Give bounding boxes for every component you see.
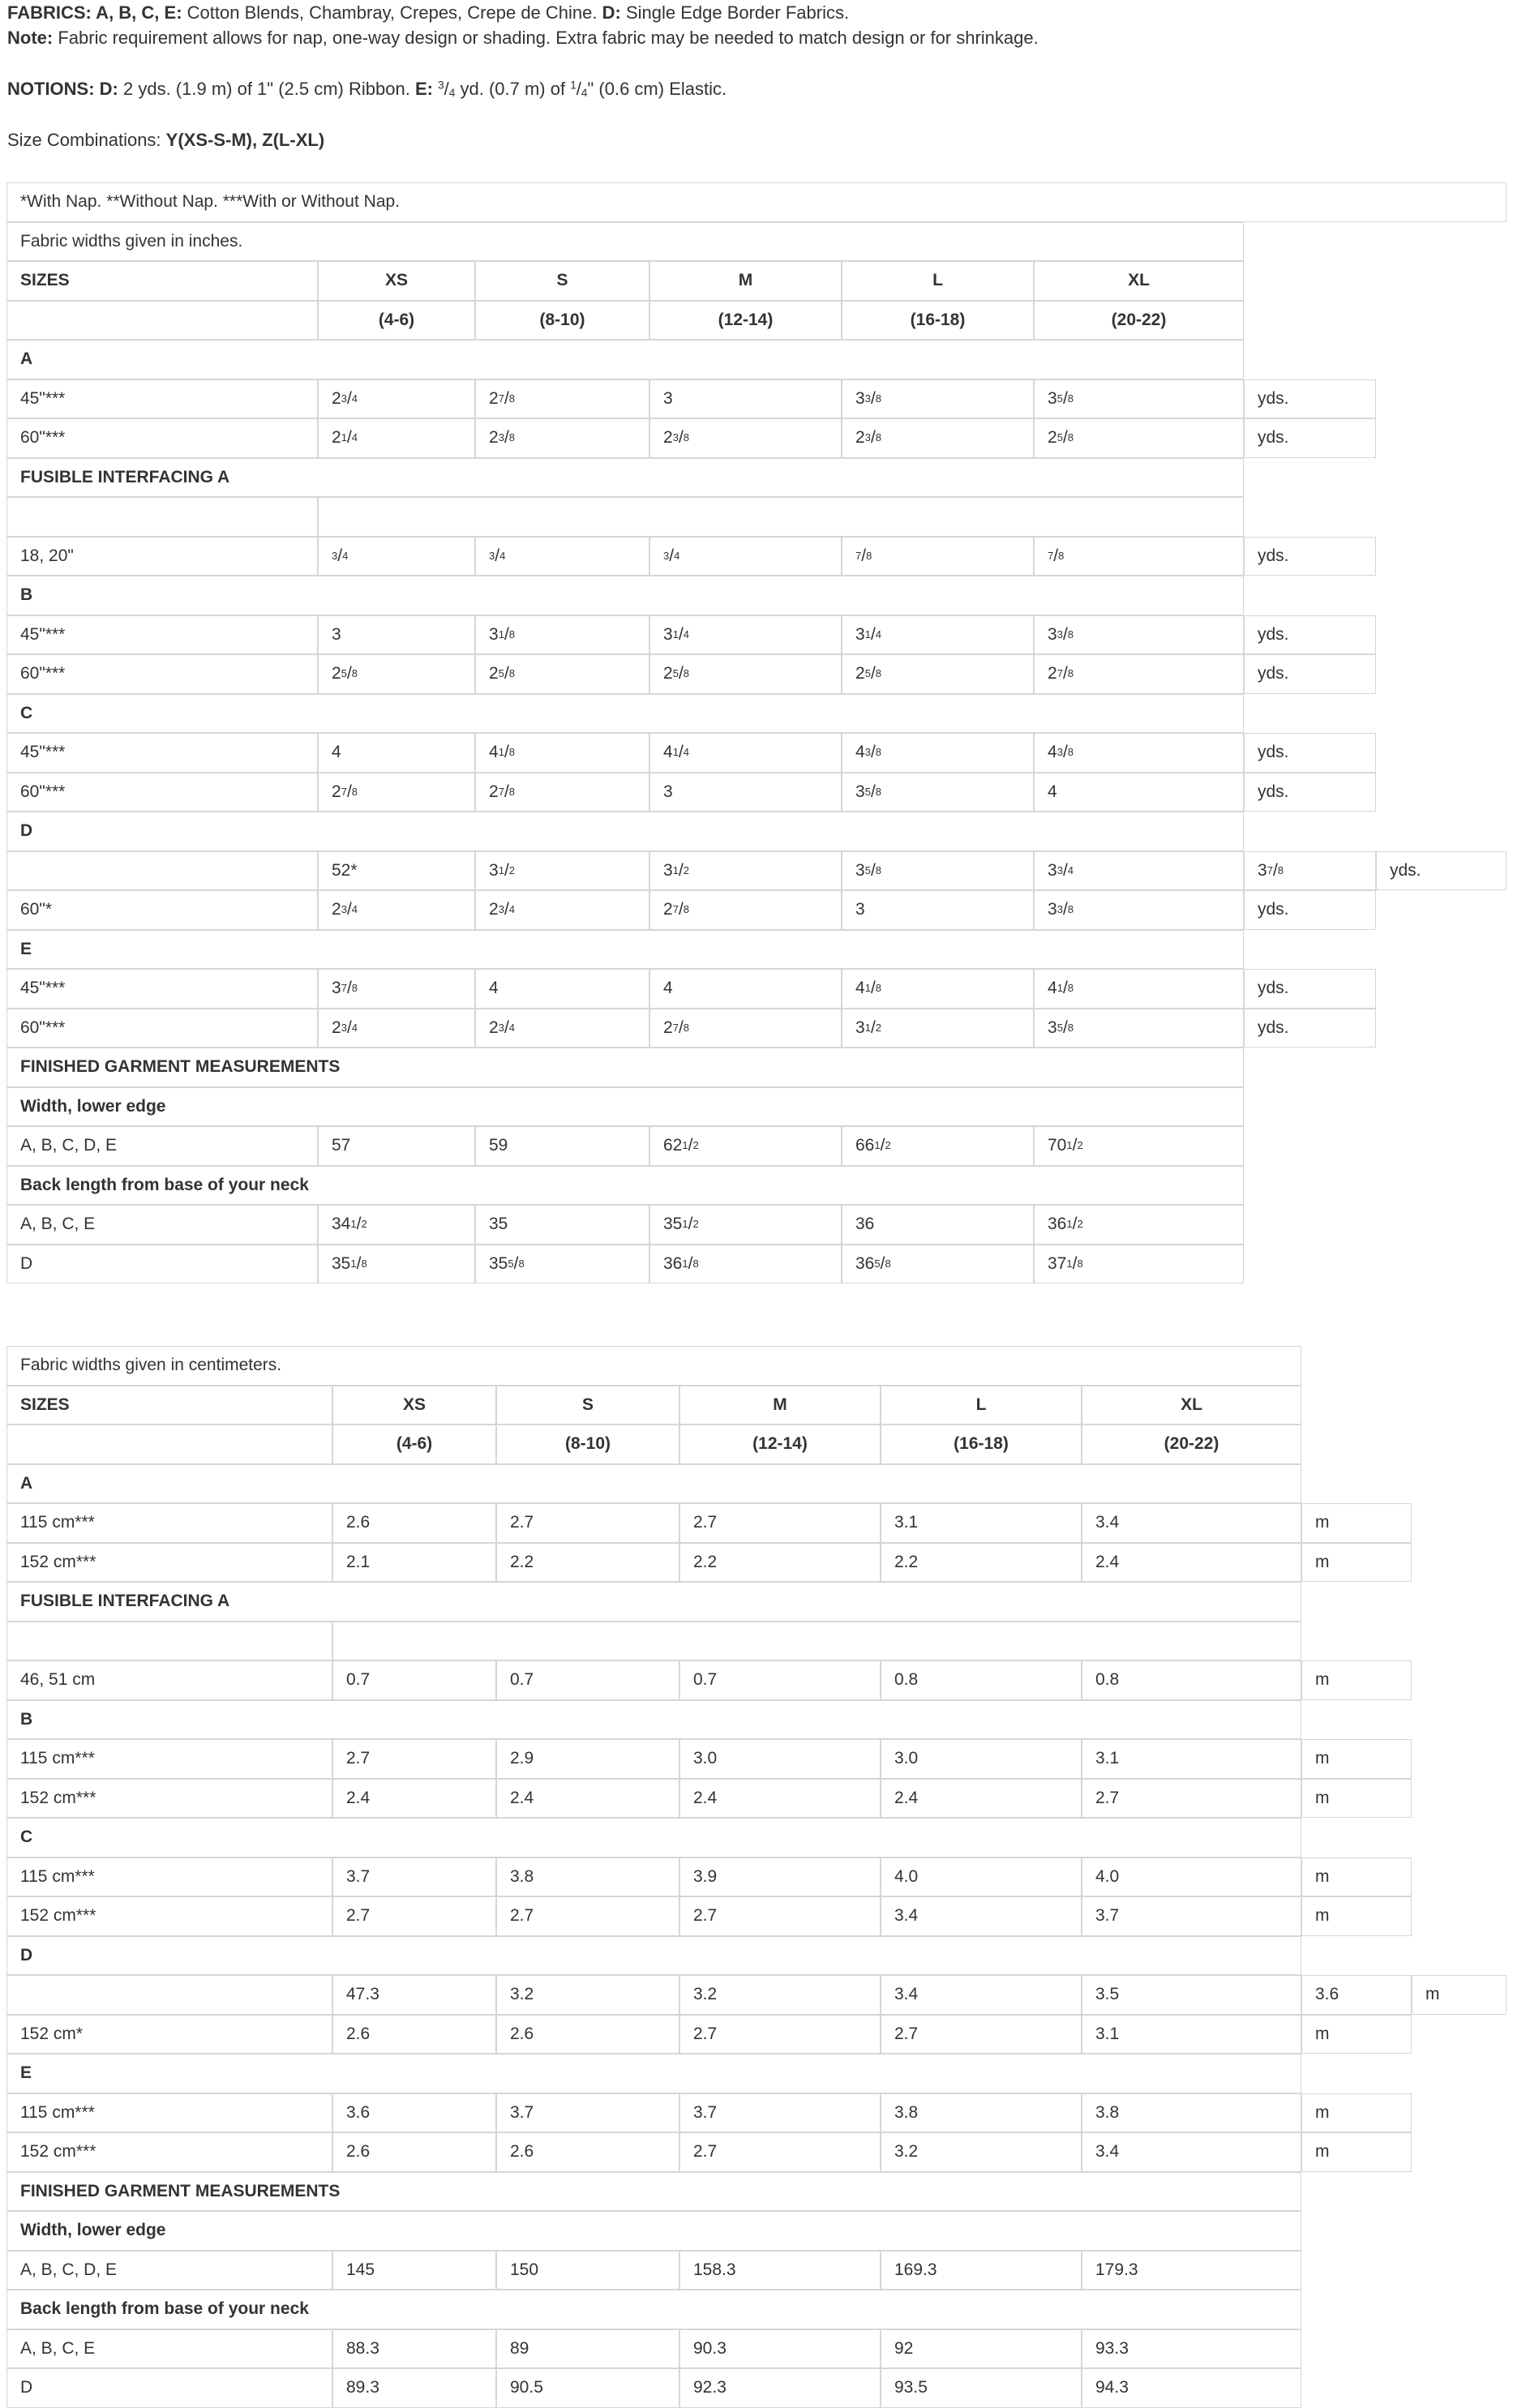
value-cell: 3 5 / 8 (842, 851, 1034, 891)
section-heading: Width, lower edge (6, 2211, 1301, 2251)
size-header: S (475, 261, 649, 301)
intro-notes (7, 0, 1507, 152)
value-cell: 2.2 (679, 1543, 881, 1583)
value-cell: 3.1 (1082, 1739, 1301, 1779)
value-cell: 89.3 (332, 2368, 496, 2408)
row-label: 60"*** (6, 418, 318, 458)
value-cell: 3.8 (1082, 2093, 1301, 2133)
value-cell: 3 5 / 8 (1034, 1009, 1244, 1048)
value-cell: 4 1 / 8 (475, 733, 649, 773)
value-cell: 3.5 (1082, 1975, 1301, 2015)
value-cell: 2.7 (1082, 1779, 1301, 1819)
value-cell: 2.7 (881, 2015, 1082, 2055)
value-cell: 62 1 / 2 (649, 1126, 842, 1166)
size-header: L (881, 1386, 1082, 1425)
unit-cell: yds. (1244, 418, 1376, 458)
row-label: 152 cm*** (6, 1896, 332, 1936)
size-range: (20-22) (1082, 1425, 1301, 1464)
unit-cell: yds. (1244, 773, 1376, 812)
row-label: 60"*** (6, 1009, 318, 1048)
unit-cell: m (1301, 1857, 1412, 1897)
row-label: A, B, C, D, E (6, 2251, 332, 2290)
value-cell: 3 (649, 379, 842, 419)
section-heading: FUSIBLE INTERFACING A (6, 458, 1244, 498)
value-cell: 3 (318, 615, 475, 655)
value-cell: 92.3 (679, 2368, 881, 2408)
value-cell: 3.1 (1082, 2015, 1301, 2055)
value-cell: 2.7 (332, 1896, 496, 1936)
value-cell: 57 (318, 1126, 475, 1166)
value-cell: 3 (842, 890, 1034, 930)
value-cell: 0.8 (1082, 1660, 1301, 1700)
section-heading: D (6, 1936, 1301, 1976)
sizes-label: SIZES (6, 261, 318, 301)
section-heading: B (6, 1700, 1301, 1740)
unit-cell: yds. (1244, 733, 1376, 773)
value-cell: 2.6 (496, 2132, 679, 2172)
row-label: 60"*** (6, 773, 318, 812)
value-cell: 37 1 / 8 (1034, 1245, 1244, 1284)
unit-cell: yds. (1244, 1009, 1376, 1048)
value-cell: 2.2 (496, 1543, 679, 1583)
blank-label (6, 1622, 332, 1661)
size-range: (8-10) (475, 301, 649, 341)
sizes-label: SIZES (6, 1386, 332, 1425)
value-cell: 7 / 8 (842, 537, 1034, 576)
value-cell: 3.2 (496, 1975, 679, 2015)
value-cell: 2.7 (496, 1896, 679, 1936)
value-cell: 4 1 / 4 (649, 733, 842, 773)
value-cell: 35 1 / 8 (318, 1245, 475, 1284)
blank-row (332, 1622, 1301, 1661)
value-cell: 3.2 (881, 2132, 1082, 2172)
value-cell: 3 1 / 2 (842, 1009, 1034, 1048)
value-cell: 4.0 (881, 1857, 1082, 1897)
unit-cell: m (1301, 1543, 1412, 1583)
unit-cell: yds. (1376, 851, 1507, 891)
row-label: 18, 20" (6, 537, 318, 576)
value-cell: 36 1 / 8 (649, 1245, 842, 1284)
value-cell: 2 3 / 4 (318, 890, 475, 930)
value-cell: 92 (881, 2329, 1082, 2369)
value-cell: 93.3 (1082, 2329, 1301, 2369)
value-cell: 89 (496, 2329, 679, 2369)
unit-cell: yds. (1244, 537, 1376, 576)
value-cell: 2.4 (1082, 1543, 1301, 1583)
value-cell: 3.0 (679, 1739, 881, 1779)
value-cell: 47.3 (332, 1975, 496, 2015)
value-cell: 3.7 (679, 2093, 881, 2133)
value-cell: 36 1 / 2 (1034, 1205, 1244, 1245)
unit-cell: yds. (1244, 890, 1376, 930)
width-note: Fabric widths given in inches. (6, 222, 1244, 262)
value-cell: 4 1 / 8 (1034, 969, 1244, 1009)
section-heading: FUSIBLE INTERFACING A (6, 1582, 1301, 1622)
value-cell: 66 1 / 2 (842, 1126, 1034, 1166)
row-label: 152 cm*** (6, 1779, 332, 1819)
value-cell: 2 7 / 8 (475, 379, 649, 419)
row-label: A, B, C, E (6, 1205, 318, 1245)
size-header: XL (1034, 261, 1244, 301)
value-cell: 2 5 / 8 (318, 654, 475, 694)
row-label: D (6, 2368, 332, 2408)
row-label: 152 cm* (6, 2015, 332, 2055)
section-heading: B (6, 576, 1244, 615)
row-label: 115 cm*** (6, 1503, 332, 1543)
section-heading: Back length from base of your neck (6, 1166, 1244, 1206)
size-range: (8-10) (496, 1425, 679, 1464)
value-cell: 158.3 (679, 2251, 881, 2290)
nap-legend: *With Nap. **Without Nap. ***With or Without Nap. (6, 182, 1507, 222)
value-cell: 2.6 (332, 2015, 496, 2055)
row-label: 115 cm*** (6, 1857, 332, 1897)
value-cell: 36 5 / 8 (842, 1245, 1034, 1284)
value-cell: 3 1 / 8 (475, 615, 649, 655)
value-cell: 3.1 (881, 1503, 1082, 1543)
value-cell: 2 5 / 8 (1034, 418, 1244, 458)
unit-cell: m (1301, 1503, 1412, 1543)
value-cell: 3 3 / 8 (842, 379, 1034, 419)
unit-cell: yds. (1244, 379, 1376, 419)
value-cell: 3.9 (679, 1857, 881, 1897)
row-label: 45"*** (6, 733, 318, 773)
unit-cell: m (1412, 1975, 1507, 2015)
section-heading: FINISHED GARMENT MEASUREMENTS (6, 2172, 1301, 2212)
size-header: M (679, 1386, 881, 1425)
size-range-blank (6, 301, 318, 341)
unit-cell: yds. (1244, 615, 1376, 655)
value-cell: 2.7 (679, 1503, 881, 1543)
value-cell: 2 3 / 4 (475, 890, 649, 930)
value-cell: 2 3 / 4 (318, 1009, 475, 1048)
value-cell: 3 1 / 4 (649, 615, 842, 655)
value-cell: 3.4 (1082, 1503, 1301, 1543)
blank-row (318, 497, 1244, 537)
size-header: XS (318, 261, 475, 301)
unit-cell: m (1301, 1896, 1412, 1936)
value-cell: 0.7 (332, 1660, 496, 1700)
row-label: 152 cm*** (6, 2132, 332, 2172)
section-heading: E (6, 2054, 1301, 2093)
size-combinations-line: Size Combinations: Y(XS-S-M), Z(L-XL) (7, 130, 325, 150)
row-label (6, 1975, 332, 2015)
size-range: (16-18) (881, 1425, 1082, 1464)
value-cell: 3 1 / 2 (475, 851, 649, 891)
value-cell: 4 3 / 8 (842, 733, 1034, 773)
row-label: 45"*** (6, 615, 318, 655)
value-cell: 2 3 / 8 (842, 418, 1034, 458)
value-cell: 94.3 (1082, 2368, 1301, 2408)
row-label: A, B, C, D, E (6, 1126, 318, 1166)
size-header: XL (1082, 1386, 1301, 1425)
value-cell: 2.7 (679, 2015, 881, 2055)
section-heading: FINISHED GARMENT MEASUREMENTS (6, 1048, 1244, 1087)
section-heading: C (6, 1818, 1301, 1857)
note-line: Note: Fabric requirement allows for nap, one-way design or shading. Extra fabric may be needed to match design or for shrinkage. (7, 28, 1039, 48)
value-cell: 169.3 (881, 2251, 1082, 2290)
value-cell: 4 3 / 8 (1034, 733, 1244, 773)
value-cell: 3.4 (881, 1896, 1082, 1936)
value-cell: 0.7 (679, 1660, 881, 1700)
value-cell: 3 3 / 8 (1034, 890, 1244, 930)
value-cell: 2.6 (496, 2015, 679, 2055)
value-cell: 3 / 4 (649, 537, 842, 576)
value-cell: 3.0 (881, 1739, 1082, 1779)
row-label: A, B, C, E (6, 2329, 332, 2369)
value-cell: 2 7 / 8 (318, 773, 475, 812)
value-cell: 2 5 / 8 (649, 654, 842, 694)
unit-cell: m (1301, 2132, 1412, 2172)
value-cell: 2 3 / 4 (318, 379, 475, 419)
value-cell: 2.9 (496, 1739, 679, 1779)
section-heading: E (6, 930, 1244, 970)
value-cell: 90.3 (679, 2329, 881, 2369)
value-cell: 0.8 (881, 1660, 1082, 1700)
value-cell: 2.4 (881, 1779, 1082, 1819)
value-cell: 2 3 / 8 (649, 418, 842, 458)
size-range: (4-6) (332, 1425, 496, 1464)
value-cell: 3.4 (1082, 2132, 1301, 2172)
value-cell: 4 (475, 969, 649, 1009)
value-cell: 3.2 (679, 1975, 881, 2015)
unit-cell: yds. (1244, 654, 1376, 694)
value-cell: 2.7 (332, 1739, 496, 1779)
unit-cell: m (1301, 2015, 1412, 2055)
value-cell: 3.6 (332, 2093, 496, 2133)
value-cell: 2 7 / 8 (649, 890, 842, 930)
value-cell: 3.8 (881, 2093, 1082, 2133)
value-cell: 2 1 / 4 (318, 418, 475, 458)
row-label: 152 cm*** (6, 1543, 332, 1583)
value-cell: 2.7 (496, 1503, 679, 1543)
value-cell: 34 1 / 2 (318, 1205, 475, 1245)
size-range: (12-14) (649, 301, 842, 341)
value-cell: 2.7 (679, 1896, 881, 1936)
value-cell: 179.3 (1082, 2251, 1301, 2290)
fabrics-line: FABRICS: A, B, C, E: Cotton Blends, Chambray, Crepes, Crepe de Chine. D: Single Edge Border Fabrics. (7, 2, 850, 23)
value-cell: 2.6 (332, 1503, 496, 1543)
value-cell: 2.6 (332, 2132, 496, 2172)
value-cell: 3 5 / 8 (842, 773, 1034, 812)
row-label: 45"*** (6, 969, 318, 1009)
size-range: (12-14) (679, 1425, 881, 1464)
value-cell: 2.4 (496, 1779, 679, 1819)
value-cell: 93.5 (881, 2368, 1082, 2408)
value-cell: 4 1 / 8 (842, 969, 1034, 1009)
value-cell: 3 / 4 (318, 537, 475, 576)
row-label: 45"*** (6, 379, 318, 419)
value-cell: 3 1 / 4 (842, 615, 1034, 655)
value-cell: 3 5 / 8 (1034, 379, 1244, 419)
value-cell: 2 5 / 8 (842, 654, 1034, 694)
row-label: 115 cm*** (6, 2093, 332, 2133)
value-cell: 2.4 (332, 1779, 496, 1819)
blank-label (6, 497, 318, 537)
value-cell: 2 7 / 8 (649, 1009, 842, 1048)
value-cell: 3.7 (1082, 1896, 1301, 1936)
section-heading: A (6, 340, 1244, 379)
unit-cell: m (1301, 1739, 1412, 1779)
value-cell: 88.3 (332, 2329, 496, 2369)
extra-value-cell: 3.6 (1301, 1975, 1412, 2015)
value-cell: 2 7 / 8 (1034, 654, 1244, 694)
value-cell: 2 7 / 8 (475, 773, 649, 812)
unit-cell: m (1301, 1779, 1412, 1819)
section-heading: A (6, 1464, 1301, 1504)
value-cell: 7 / 8 (1034, 537, 1244, 576)
width-note: Fabric widths given in centimeters. (6, 1346, 1301, 1386)
row-label: 60"*** (6, 654, 318, 694)
value-cell: 52* (318, 851, 475, 891)
size-header: L (842, 261, 1034, 301)
row-label (6, 851, 318, 891)
value-cell: 4 (649, 969, 842, 1009)
value-cell: 3.7 (496, 2093, 679, 2133)
unit-cell: m (1301, 2093, 1412, 2133)
value-cell: 2 5 / 8 (475, 654, 649, 694)
value-cell: 4.0 (1082, 1857, 1301, 1897)
value-cell: 2.4 (679, 1779, 881, 1819)
size-range: (20-22) (1034, 301, 1244, 341)
value-cell: 0.7 (496, 1660, 679, 1700)
value-cell: 3 3 / 8 (1034, 615, 1244, 655)
row-label: 115 cm*** (6, 1739, 332, 1779)
value-cell: 35 1 / 2 (649, 1205, 842, 1245)
value-cell: 150 (496, 2251, 679, 2290)
value-cell: 145 (332, 2251, 496, 2290)
size-header: M (649, 261, 842, 301)
value-cell: 3.4 (881, 1975, 1082, 2015)
value-cell: 3.7 (332, 1857, 496, 1897)
value-cell: 2 3 / 8 (475, 418, 649, 458)
value-cell: 2.7 (679, 2132, 881, 2172)
section-heading: D (6, 812, 1244, 851)
unit-cell: yds. (1244, 969, 1376, 1009)
notions-line: NOTIONS: D: 2 yds. (1.9 m) of 1" (2.5 cm) Ribbon. E: $^3/_4$ yd. (0.7 m) of $^1/_4$" (0.6 cm) Elastic. (7, 79, 727, 100)
value-cell: 2.1 (332, 1543, 496, 1583)
extra-value-cell: 3 7 / 8 (1244, 851, 1376, 891)
row-label: D (6, 1245, 318, 1284)
value-cell: 36 (842, 1205, 1034, 1245)
value-cell: 90.5 (496, 2368, 679, 2408)
value-cell: 4 (318, 733, 475, 773)
size-range: (4-6) (318, 301, 475, 341)
size-range-blank (6, 1425, 332, 1464)
value-cell: 2 3 / 4 (475, 1009, 649, 1048)
row-label: 60"* (6, 890, 318, 930)
value-cell: 2.2 (881, 1543, 1082, 1583)
value-cell: 35 5 / 8 (475, 1245, 649, 1284)
value-cell: 3 / 4 (475, 537, 649, 576)
value-cell: 3.8 (496, 1857, 679, 1897)
size-header: XS (332, 1386, 496, 1425)
value-cell: 35 (475, 1205, 649, 1245)
value-cell: 70 1 / 2 (1034, 1126, 1244, 1166)
size-header: S (496, 1386, 679, 1425)
value-cell: 59 (475, 1126, 649, 1166)
section-heading: Width, lower edge (6, 1087, 1244, 1127)
value-cell: 3 7 / 8 (318, 969, 475, 1009)
size-range: (16-18) (842, 301, 1034, 341)
section-heading: C (6, 694, 1244, 734)
row-label: 46, 51 cm (6, 1660, 332, 1700)
section-heading: Back length from base of your neck (6, 2290, 1301, 2329)
unit-cell: m (1301, 1660, 1412, 1700)
value-cell: 3 1 / 2 (649, 851, 842, 891)
value-cell: 3 3 / 4 (1034, 851, 1244, 891)
value-cell: 3 (649, 773, 842, 812)
value-cell: 4 (1034, 773, 1244, 812)
